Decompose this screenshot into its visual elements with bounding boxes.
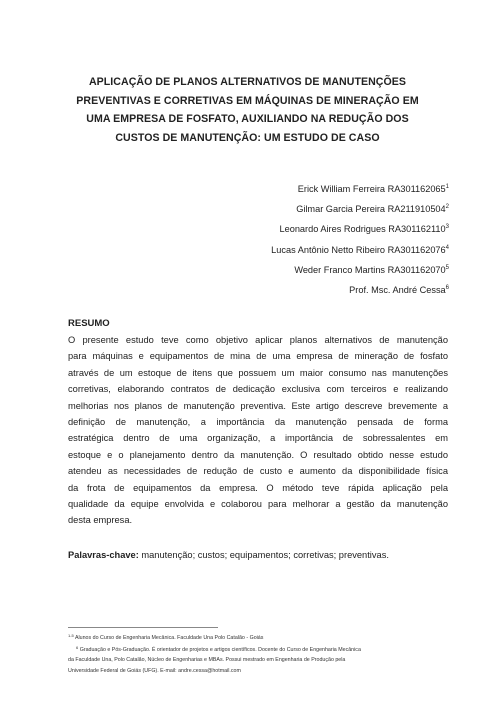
author-name: Gilmar Garcia Pereira RA211910504	[296, 204, 446, 215]
author-item	[271, 239, 449, 259]
footnote-mark: 2	[445, 204, 449, 211]
abstract-line: para máquinas e equipamentos de mina de uma empresa de mineração de fosfato	[68, 351, 448, 362]
footnote-separator	[68, 627, 218, 628]
footnote-mark: 5	[445, 264, 449, 271]
title-line: PREVENTIVAS E CORRETIVAS EM MÁQUINAS DE MINERAÇÃO EM	[76, 94, 419, 107]
footnote-1	[68, 631, 450, 643]
title-line: UMA EMPRESA DE FOSFATO, AUXILIANDO NA REDUÇÃO DOS	[86, 113, 409, 125]
author-name: Lucas Antônio Netto Ribeiro RA301162076	[271, 244, 446, 255]
footnote-mark: 1	[445, 184, 449, 190]
author-name: Erick William Ferreira RA301162065	[297, 184, 446, 194]
abstract-line: melhorias nos planos de manutenção preventiva. Este artigo descreve brevemente a	[68, 400, 448, 411]
abstract-line: qualidade da equipe envolvida e colaborou para melhorar a gestão da manutenção	[68, 499, 448, 510]
footnote-2-line: Universidade Federal de Goiás (UFG). E-mail: andre.cessa@hotmail.com	[68, 667, 241, 674]
abstract-line: estratégica dentro de uma organização, a importância de sobressalentes em	[68, 433, 448, 444]
title-line: CUSTOS DE MANUTENÇÃO: UM ESTUDO DE CASO	[115, 131, 380, 144]
footnote-mark: 6	[76, 645, 79, 651]
keywords	[68, 550, 389, 560]
abstract-heading: RESUMO	[68, 318, 110, 329]
paper-title	[50, 73, 445, 147]
abstract-line: da frota de equipamentos da empresa. O método teve rápida aplicação pela	[68, 482, 448, 493]
footnote-mark: 4	[445, 244, 449, 251]
author-name: Weder Franco Martins RA301162070	[294, 264, 446, 275]
footnote-2-line	[68, 643, 450, 655]
abstract-line: O presente estudo teve como objetivo aplicar planos alternativos de manutenção	[68, 335, 448, 345]
abstract-line: estoque e o planejamento dentro da manutenção. O resultado obtido nesse estudo	[68, 449, 448, 460]
keywords-text: manutenção; custos; equipamentos; corretivas; preventivas.	[138, 550, 389, 560]
author-name: Prof. Msc. André Cessa	[349, 285, 446, 296]
author-name: Leonardo Aires Rodrigues RA301162110	[279, 224, 446, 235]
abstract-line: desta empresa.	[68, 515, 133, 526]
title-line: APLICAÇÃO DE PLANOS ALTERNATIVOS DE MANUTENÇÕES	[88, 76, 407, 88]
author-item	[271, 218, 449, 238]
footnote-2-line: da Faculdade Una, Polo Catalão, Núcleo de Engenharias e MBAs. Possui mestrado em Engenharia de Produção pela	[68, 657, 346, 664]
keywords-label: Palavras-chave:	[68, 550, 139, 560]
footnotes	[68, 631, 450, 676]
abstract-body	[68, 332, 448, 529]
footnote-mark: 3	[445, 224, 449, 231]
footnote-text: Graduação e Pós-Graduação. É orientador de projetos e artigos científicos. Docente do Curso de Engenharia Mecânica	[78, 647, 361, 654]
author-item	[271, 178, 449, 198]
author-item	[271, 279, 449, 299]
footnote-text: Alunos do Curso de Engenharia Mecânica. Faculdade Una Polo Catalão - Goiás	[73, 635, 264, 641]
abstract-line: definição de manutenção, a importância da manutenção pensada de forma	[68, 417, 448, 428]
footnote-mark: 1-5	[68, 633, 74, 638]
author-item	[271, 259, 449, 279]
abstract-line: corretivas, elaborando contratos de dedicação exclusiva com terceiros e realizando	[68, 384, 448, 395]
author-item	[271, 198, 449, 218]
author-list	[271, 178, 449, 299]
abstract-line: atendeu as necessidades de redução de custo e aumento da disponibilidade física	[68, 466, 448, 477]
footnote-mark: 6	[445, 285, 449, 292]
abstract-line: através de um estoque de itens que possuem um maior consumo nas manutenções	[68, 367, 448, 378]
